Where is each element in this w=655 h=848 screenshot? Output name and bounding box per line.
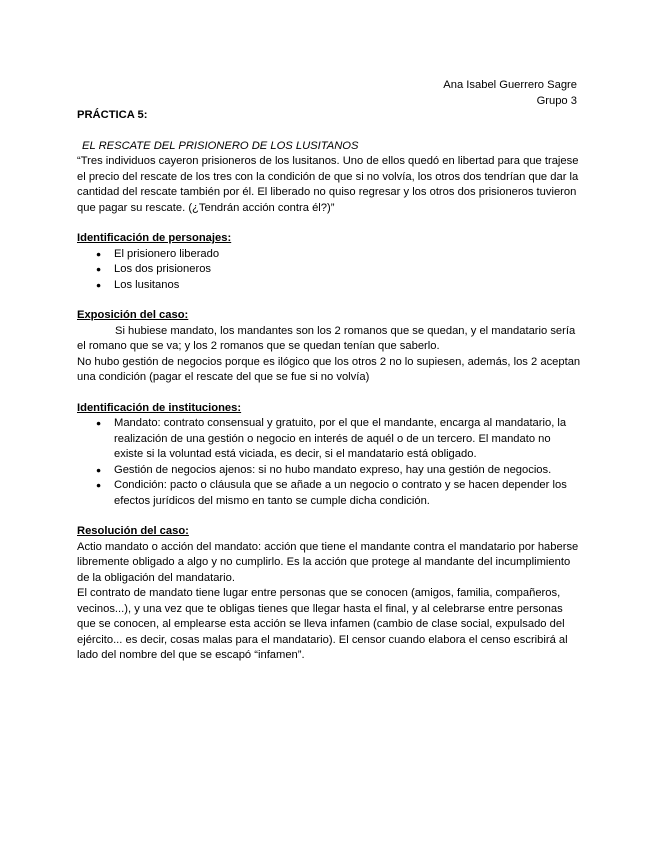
document-body xyxy=(77,108,582,664)
document-title: PRÁCTICA 5: xyxy=(77,109,148,121)
list-item: ● Los dos prisioneros xyxy=(77,262,582,278)
case-statement: “Tres individuos cayeron prisioneros de los lusitanos. Uno de ellos quedó en libertad para que trajese el precio del rescate de los tres con la condición de que si no volvía, los otros dos tendrían que dar la cantidad del rescate también por él. El liberado no quiso regresar y los otros dos prisioneros tuvieron que pagar su rescate. (¿Tendrán acción contra él?)” xyxy=(77,155,579,214)
personajes-heading: Identificación de personajes: xyxy=(77,232,232,244)
instituciones-list xyxy=(77,416,582,509)
resolucion-paragraph-2: El contrato de mandato tiene lugar entre personas que se conocen (amigos, familia, compañeros, vecinos...), y una vez que te obligas tienes que llegar hasta el final, y al celebrarse entre personas que se conocen, al emplearse esta acción se lleva infamen (cambio de clase social, expulsado del ejército... es decir, cosas malas para el mandatario). El censor cuando elabora el censo escribirá al lado del nombre del que se escapó “infamen”. xyxy=(77,587,568,661)
exposicion-paragraph-2: No hubo gestión de negocios porque es ilógico que los otros 2 no lo supiesen, además, los 2 aceptan una condición (pagar el rescate del que se fue si no volvía) xyxy=(77,355,581,383)
resolucion-heading: Resolución del caso: xyxy=(77,525,189,537)
author-name: Ana Isabel Guerrero Sagre xyxy=(443,79,577,91)
instituciones-heading: Identificación de instituciones: xyxy=(77,401,242,414)
list-item: ● Los lusitanos xyxy=(77,278,582,294)
resolucion-paragraph-1: Actio mandato o acción del mandato: acción que tiene el mandante contra el mandatario por haberse libremente obligado a algo y no cumplirlo. Es la acción que protege al mandante del incumplimiento de la obligación del mandatario. xyxy=(77,540,579,584)
list-item: ● Condición: pacto o cláusula que se añade a un negocio o contrato y se hacen depender los efectos jurídicos del mismo en tanto se cumple dicha condición. xyxy=(77,478,582,509)
author-group: Grupo 3 xyxy=(536,95,577,107)
case-title: EL RESCATE DEL PRISIONERO DE LOS LUSITANOS xyxy=(82,139,359,152)
exposicion-heading: Exposición del caso: xyxy=(77,309,189,321)
list-item: ● Gestión de negocios ajenos: si no hubo mandato expreso, hay una gestión de negocios. xyxy=(77,463,582,479)
personajes-list xyxy=(77,247,582,294)
list-item: ● Mandato: contrato consensual y gratuito, por el que el mandante, encarga al mandatario, la realización de una gestión o negocio en interés de aquél o de un tercero. El mandato no existe si la voluntad está viciada, es decir, si el mandatario está obligado. xyxy=(77,416,582,463)
author-block xyxy=(443,77,577,109)
list-item: ● El prisionero liberado xyxy=(77,247,582,263)
exposicion-paragraph-1: Si hubiese mandato, los mandantes son los 2 romanos que se quedan, y el mandatario sería el romano que se va; y los 2 romanos que se quedan tenían que saberlo. xyxy=(77,324,576,352)
